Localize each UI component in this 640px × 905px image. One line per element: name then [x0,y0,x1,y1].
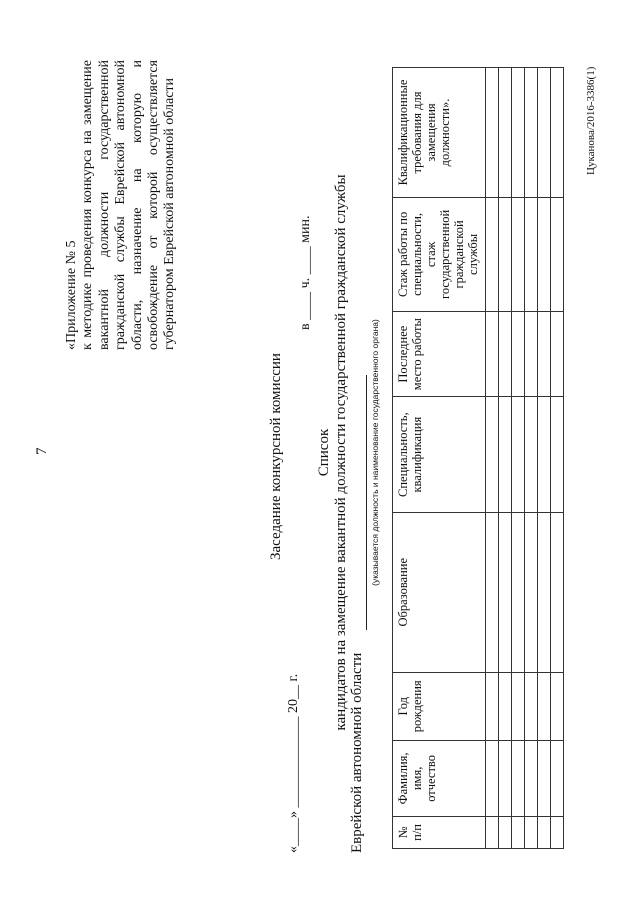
table-cell [538,311,551,397]
table-header-row [393,68,486,849]
table-cell [551,672,564,740]
table-cell [525,512,538,672]
table-cell [538,512,551,672]
list-subtitle: кандидатов на замещение вакантной должности государственной гражданской службы [333,174,349,731]
table-cell [486,68,499,198]
table-cell [486,512,499,672]
table-cell [512,816,525,848]
table-cell [499,197,512,311]
appendix-block [64,60,179,350]
table-cell [551,197,564,311]
footer-code: Цуканова/2016-3386(1) [585,66,597,175]
table-row [499,68,512,849]
table-cell [512,68,525,198]
table-cell [551,311,564,397]
table-cell [512,740,525,816]
table-cell [499,816,512,848]
col-education: Образование [393,512,486,672]
table-row [551,68,564,849]
table-cell [525,68,538,198]
candidates-table [392,67,564,849]
meeting-title: Заседание конкурсной комиссии [268,353,284,560]
table-cell [499,740,512,816]
table-cell [538,740,551,816]
table-cell [551,397,564,512]
table-cell [499,512,512,672]
list-title: Список [316,428,332,477]
org-underline [366,375,367,630]
org-hint: (указывается должность и наименование государственного органа) [370,319,380,586]
appendix-text: к методике проведения конкурса на замещение вакантной должности государственной гражданской службы Еврейской автономной области, назначение на которую и освобождение от которой осуществляется губернатором Еврейской автономной области [80,60,178,350]
table-cell [538,816,551,848]
col-birth-year: Год рождения [393,672,486,740]
table-cell [525,311,538,397]
table-cell [525,397,538,512]
appendix-title: «Приложение № 5 [64,240,79,350]
table-cell [525,197,538,311]
table-row [538,68,551,849]
col-requirements: Квалификационные требования для замещения должности». [393,68,486,198]
table-cell [499,672,512,740]
table-row [525,68,538,849]
table-cell [512,197,525,311]
col-specialty: Специальность, квалификация [393,397,486,512]
col-full-name: Фамилия, имя, отчество [393,740,486,816]
table-cell [486,311,499,397]
table-cell [551,68,564,198]
table-cell [538,197,551,311]
table-cell [551,512,564,672]
table-cell [486,197,499,311]
table-cell [512,512,525,672]
table-cell [512,397,525,512]
table-cell [525,740,538,816]
table-cell [499,397,512,512]
col-last-job: Последнее место работы [393,311,486,397]
table-cell [525,816,538,848]
org-label: Еврейской автономной области [349,652,365,853]
table-cell [486,672,499,740]
table-cell [551,740,564,816]
table-row [512,68,525,849]
col-number: № п/п [393,816,486,848]
table-cell [486,740,499,816]
table-cell [538,672,551,740]
table-cell [512,311,525,397]
table-cell [486,816,499,848]
col-experience: Стаж работы по специальности, стаж государственной гражданской службы [393,197,486,311]
date-line: «____» _____________ 20__ г. [286,673,301,853]
table-cell [551,816,564,848]
table-row [486,68,499,849]
table-cell [499,68,512,198]
table-cell [538,68,551,198]
table-cell [499,311,512,397]
table-cell [525,672,538,740]
page-number: 7 [34,447,50,455]
time-line: в ____ ч. ____ мин. [298,215,313,330]
table-cell [486,397,499,512]
table-cell [512,672,525,740]
table-cell [538,397,551,512]
